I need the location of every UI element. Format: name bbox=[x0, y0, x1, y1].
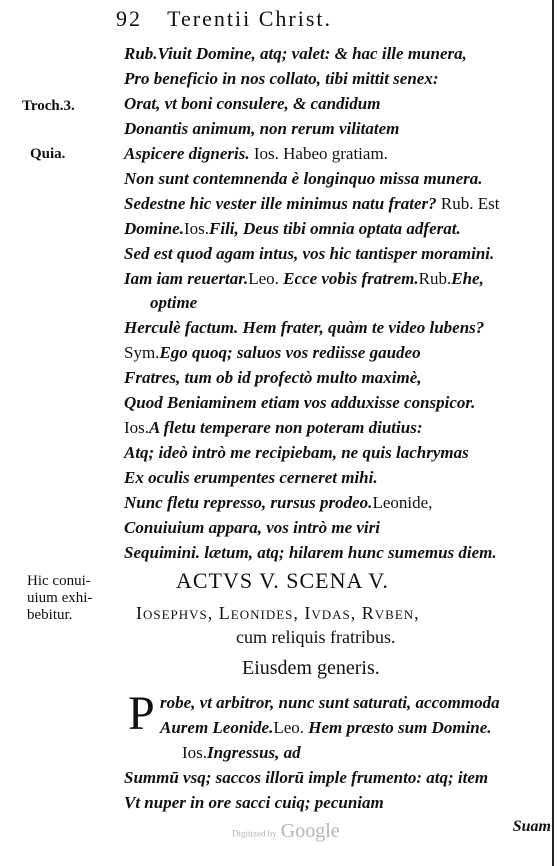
dramatis-personae: Iosephvs, Leonides, Ivdas, Rvben, bbox=[136, 603, 420, 623]
verse: Atq; ideò intrò me recipiebam, ne quis lachrymas bbox=[124, 443, 469, 462]
text-line bbox=[124, 119, 399, 139]
verse: Fratres, tum ob id profectò multo maximè, bbox=[124, 368, 422, 387]
verse: Pro beneficio in nos collato, tibi mittit senex: bbox=[124, 69, 439, 88]
verse: Iam iam reuertar. bbox=[124, 269, 249, 288]
speaker: Ios. bbox=[124, 418, 150, 437]
catchword: Suam bbox=[512, 818, 551, 835]
meter-note: Eiusdem generis. bbox=[242, 657, 380, 679]
verse: Non sunt contemnenda è longinquo missa munera. bbox=[124, 169, 483, 188]
text-line bbox=[124, 69, 439, 89]
verse: Aurem Leonide. bbox=[160, 718, 274, 737]
verse: Sequimini. lætum, atq; hilarem hunc sumemus diem. bbox=[124, 543, 497, 562]
text-line bbox=[124, 468, 378, 488]
text-line bbox=[124, 518, 380, 538]
text-line bbox=[160, 718, 492, 738]
verse: robe, vt arbitror, nunc sunt saturati, accommoda bbox=[160, 693, 500, 712]
verse: Domine. bbox=[124, 219, 184, 238]
text-line bbox=[124, 94, 380, 114]
verse: Vt nuper in ore sacci cuiq; pecuniam bbox=[124, 793, 384, 812]
running-title: Terentii Christ. bbox=[167, 6, 332, 31]
verse-roman: Rub. Est bbox=[436, 194, 500, 213]
speaker: Leo. bbox=[273, 718, 305, 737]
speaker: Rub. bbox=[124, 44, 158, 63]
text-line bbox=[124, 443, 469, 463]
verse: A fletu temperare non poteram diutius: bbox=[149, 418, 423, 437]
dramatis-personae-cont: cum reliquis fratribus. bbox=[236, 627, 396, 647]
text-line bbox=[124, 543, 497, 563]
page-edge bbox=[552, 0, 554, 866]
verse: Fili, Deus tibi omnia optata adferat. bbox=[209, 219, 461, 238]
verse: Ecce vobis fratrem. bbox=[283, 269, 419, 288]
speaker: Ios. bbox=[182, 743, 208, 762]
speaker: Sym. bbox=[124, 343, 160, 362]
text-line bbox=[124, 493, 432, 513]
verse: Sed est quod agam intus, vos hic tantisper moramini. bbox=[124, 244, 495, 263]
text-line bbox=[124, 318, 484, 338]
verse: Conuiuium appara, vos intrò me viri bbox=[124, 518, 380, 537]
text-line bbox=[124, 44, 467, 64]
text-line bbox=[124, 793, 384, 813]
verse: Orat, vt boni consulere, & candidum bbox=[124, 94, 381, 113]
margin-note-quia: Quia. bbox=[30, 146, 66, 162]
text-line bbox=[124, 418, 422, 438]
verse: Herculè factum. Hem frater, quàm te video lubens? bbox=[124, 318, 485, 337]
verse: optime bbox=[150, 293, 198, 312]
verse: Ex oculis erumpentes cerneret mihi. bbox=[124, 468, 378, 487]
text-line bbox=[124, 144, 388, 164]
act-scene-heading: ACTVS V. SCENA V. bbox=[176, 568, 389, 593]
watermark-by: Digitized by bbox=[232, 828, 277, 839]
text-line bbox=[124, 244, 494, 264]
verse: Sedestne hic vester ille minimus natu frater? bbox=[124, 194, 437, 213]
speaker: Rub. bbox=[418, 269, 452, 288]
verse: Ehe, bbox=[451, 269, 484, 288]
verse: Aspicere digneris. bbox=[124, 144, 250, 163]
drop-cap: P bbox=[128, 687, 155, 740]
margin-note-troch: Troch.3. bbox=[22, 98, 75, 114]
verse: Summū vsq; saccos illorū imple frumento: atq; item bbox=[124, 768, 489, 787]
text-line bbox=[150, 293, 197, 313]
margin-note-line: bebitur. bbox=[27, 607, 73, 623]
margin-note-hic bbox=[27, 573, 92, 624]
speaker: Ios. bbox=[183, 219, 210, 238]
text-line bbox=[124, 169, 483, 189]
text-line bbox=[182, 743, 301, 763]
verse: Nunc fletu represso, rursus prodeo. bbox=[124, 493, 373, 512]
text-line bbox=[124, 343, 421, 363]
verse: Viuit Domine, atq; valet: & hac ille munera, bbox=[157, 44, 467, 63]
verse: Donantis animum, non rerum vilitatem bbox=[124, 119, 400, 138]
google-logo: Google bbox=[280, 820, 340, 842]
verse-roman: Ios. Habeo gratiam. bbox=[253, 144, 388, 163]
text-line bbox=[160, 693, 500, 713]
text-line bbox=[124, 219, 461, 239]
verse: Ingressus, ad bbox=[207, 743, 301, 762]
verse-roman: Leonide, bbox=[372, 493, 433, 512]
verse: Hem præsto sum Domine. bbox=[308, 718, 492, 737]
verse: Ego quoq; saluos vos rediisse gaudeo bbox=[159, 343, 421, 362]
google-watermark bbox=[232, 820, 340, 843]
margin-note-line: Hic conui- bbox=[27, 573, 91, 589]
text-line bbox=[124, 194, 499, 214]
text-line bbox=[124, 393, 475, 413]
text-line bbox=[124, 269, 484, 289]
page-header bbox=[116, 6, 332, 32]
speaker: Leo. bbox=[248, 269, 279, 288]
text-line bbox=[124, 768, 488, 788]
text-line bbox=[124, 368, 422, 388]
verse: Quod Beniaminem etiam vos adduxisse conspicor. bbox=[124, 393, 476, 412]
margin-note-line: uium exhi- bbox=[27, 590, 93, 606]
page-number: 92 bbox=[116, 6, 142, 31]
